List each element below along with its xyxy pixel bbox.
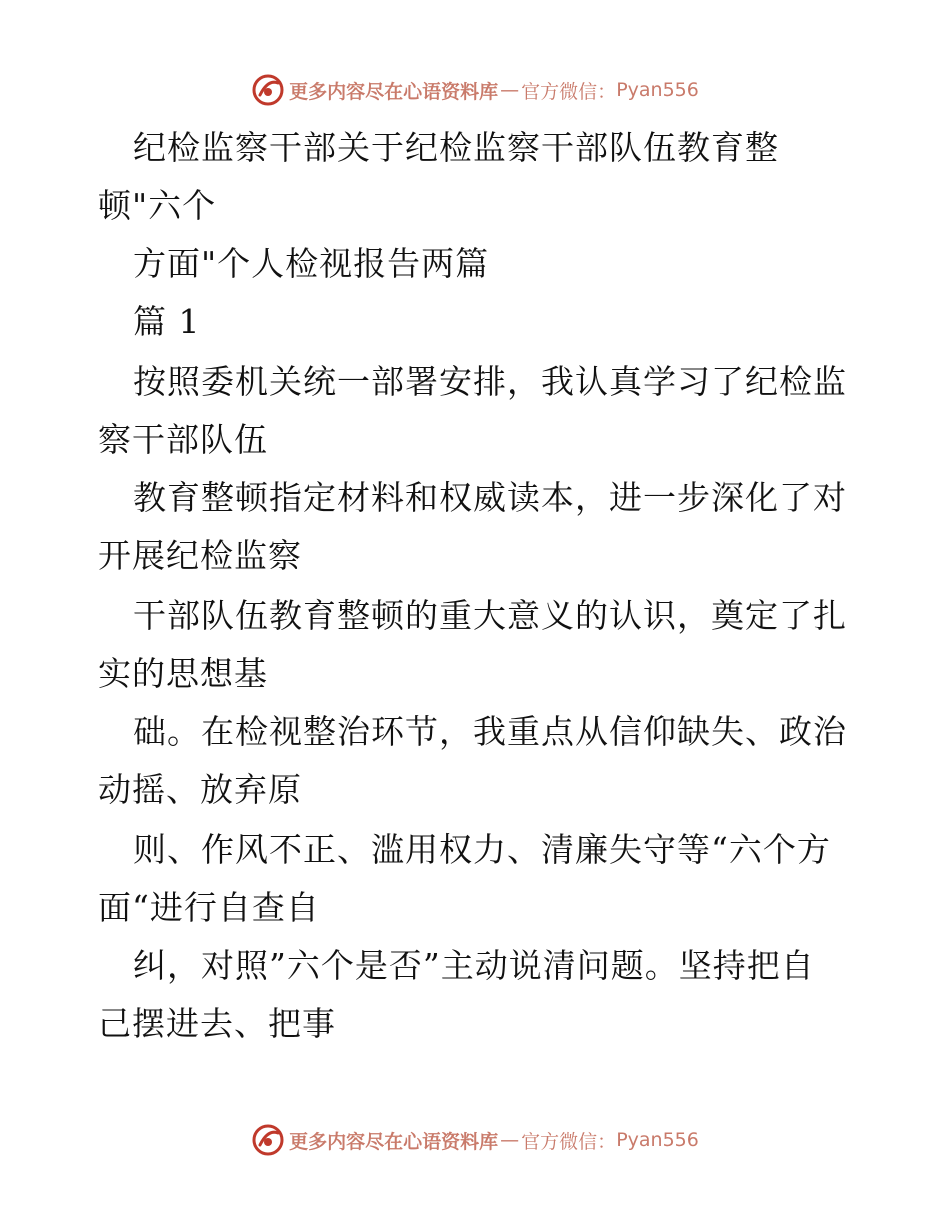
- watermark-site-text: 更多内容尽在心语资料库: [289, 1130, 499, 1153]
- brand-logo-icon: [251, 73, 285, 107]
- doc-paragraph-line: 则、作风不正、滥用权力、清廉失守等“六个方: [133, 830, 831, 869]
- doc-paragraph-line: 开展纪检监察: [98, 536, 302, 575]
- brand-logo-icon: [251, 1123, 285, 1157]
- doc-paragraph-line: 础。在检视整治环节，我重点从信仰缺失、政治: [133, 712, 847, 751]
- doc-paragraph-line: 纠，对照”六个是否”主动说清问题。坚持把自: [133, 946, 815, 985]
- doc-paragraph-line: 教育整顿指定材料和权威读本，进一步深化了对: [133, 478, 847, 517]
- doc-section-heading: 篇 1: [133, 302, 201, 341]
- watermark-separator: —: [500, 1129, 520, 1151]
- doc-paragraph-line: 察干部队伍: [98, 420, 268, 459]
- header-watermark: [0, 70, 950, 110]
- doc-title-line: 方面"个人检视报告两篇: [133, 244, 490, 283]
- footer-watermark: [0, 1120, 950, 1160]
- doc-paragraph-line: 己摆进去、把事: [98, 1004, 336, 1043]
- doc-paragraph-line: 面“进行自查自: [98, 888, 320, 927]
- doc-paragraph-line: 干部队伍教育整顿的重大意义的认识，奠定了扎: [133, 596, 847, 635]
- doc-title-line: 顿"六个: [98, 186, 217, 225]
- doc-title-line: 纪检监察干部关于纪检监察干部队伍教育整: [133, 128, 779, 167]
- watermark-contact-label: 官方微信：: [521, 1130, 617, 1153]
- watermark-contact-label: 官方微信：: [521, 80, 617, 103]
- watermark-separator: —: [500, 79, 520, 101]
- watermark-site-text: 更多内容尽在心语资料库: [289, 80, 499, 103]
- doc-paragraph-line: 实的思想基: [98, 654, 268, 693]
- doc-paragraph-line: 按照委机关统一部署安排，我认真学习了纪检监: [133, 362, 847, 401]
- watermark-contact-id: Pyan556: [616, 79, 699, 101]
- doc-paragraph-line: 动摇、放弃原: [98, 770, 302, 809]
- watermark-contact-id: Pyan556: [616, 1129, 699, 1151]
